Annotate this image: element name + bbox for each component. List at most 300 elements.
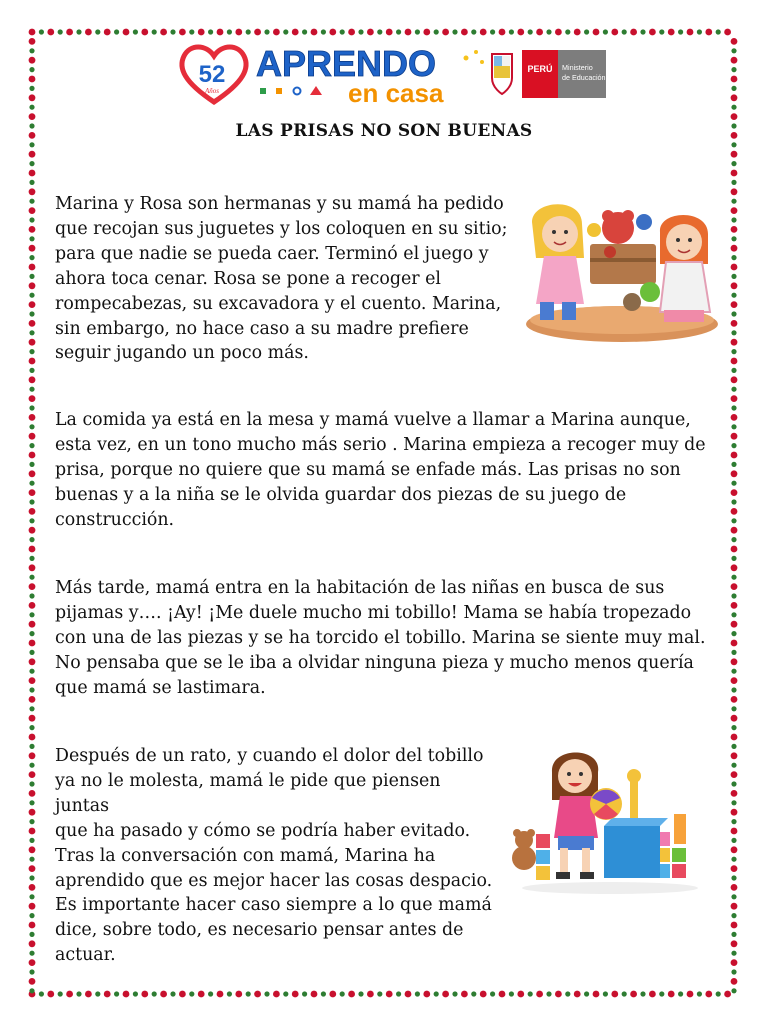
border-dot xyxy=(731,781,736,786)
border-dot xyxy=(640,29,645,34)
border-dot xyxy=(152,29,157,34)
border-dot xyxy=(731,320,738,327)
border-dot xyxy=(29,414,36,421)
border-dot xyxy=(659,991,664,996)
text-line: con una de las piezas y se ha torcido el tobillo. Marina se siente muy mal. xyxy=(55,627,706,648)
border-dot xyxy=(29,631,34,636)
text-line: actuar. xyxy=(55,945,116,966)
border-dot xyxy=(283,991,288,996)
border-dot xyxy=(490,991,495,996)
border-dot xyxy=(731,489,738,496)
border-dot xyxy=(415,29,420,34)
border-dot xyxy=(141,991,148,998)
border-dot xyxy=(731,199,736,204)
border-dot xyxy=(329,991,336,998)
border-dot xyxy=(29,151,36,158)
border-dot xyxy=(29,301,36,308)
border-dot xyxy=(29,67,34,72)
ministry-line-1: Ministerio xyxy=(562,63,593,72)
border-dot xyxy=(705,29,712,36)
border-dot xyxy=(29,715,36,722)
border-dot xyxy=(29,57,36,64)
border-dot xyxy=(217,29,224,36)
border-dot xyxy=(29,339,36,346)
border-dot xyxy=(235,29,242,36)
border-dot xyxy=(29,969,34,974)
peru-flag-block xyxy=(522,50,558,98)
border-dot xyxy=(731,556,736,561)
border-dot xyxy=(95,991,100,996)
border-dot xyxy=(731,988,736,993)
text-line: No pensaba que se le iba a olvidar ninguna pieza y mucho menos quería xyxy=(55,652,694,673)
border-dot xyxy=(584,29,589,34)
border-dot xyxy=(565,29,570,34)
border-dot xyxy=(302,29,307,34)
border-dot xyxy=(405,991,412,998)
border-dot xyxy=(649,29,656,36)
border-dot xyxy=(321,29,326,34)
border-dot xyxy=(517,29,524,36)
paragraph-3 xyxy=(55,576,715,701)
border-dot xyxy=(29,546,36,553)
border-dot xyxy=(396,991,401,996)
border-dot xyxy=(731,932,736,937)
border-dot xyxy=(536,29,543,36)
border-dot xyxy=(58,29,63,34)
border-dot xyxy=(731,226,738,233)
border-dot xyxy=(659,29,664,34)
border-dot xyxy=(565,991,570,996)
text-line: Más tarde, mamá entra en la habitación de las niñas en busca de sus xyxy=(55,578,665,598)
border-dot xyxy=(29,884,36,891)
border-dot xyxy=(179,29,186,36)
border-dot xyxy=(29,640,36,647)
border-dot xyxy=(731,105,736,110)
border-dot xyxy=(442,991,449,998)
girl-icon xyxy=(552,753,598,880)
border-dot xyxy=(731,264,738,271)
border-dot xyxy=(170,991,175,996)
border-dot xyxy=(358,29,363,34)
border-dot xyxy=(29,752,36,759)
border-dot xyxy=(85,29,92,36)
border-dot xyxy=(29,687,34,692)
border-dot xyxy=(603,29,608,34)
border-dot xyxy=(528,991,533,996)
border-dot xyxy=(114,991,119,996)
border-dot xyxy=(731,640,738,647)
text-line: rompecabezas, su excavadora y el cuento. Marina, xyxy=(55,293,502,314)
border-dot xyxy=(358,991,363,996)
border-dot xyxy=(123,29,130,36)
border-dot xyxy=(611,991,618,998)
border-dot xyxy=(29,706,34,711)
border-dot xyxy=(29,621,36,628)
border-dot xyxy=(302,991,307,996)
border-dot xyxy=(340,991,345,996)
text-line: Es importante hacer caso siempre a lo que mamá xyxy=(55,895,492,916)
border-dot xyxy=(731,857,736,862)
border-dot xyxy=(724,29,731,36)
border-dot xyxy=(452,991,457,996)
text-line: para que nadie se pueda caer. Terminó el juego y xyxy=(55,243,489,264)
border-dot xyxy=(29,575,34,580)
border-dot xyxy=(386,29,393,36)
border-dot xyxy=(731,499,736,504)
border-dot xyxy=(731,151,738,158)
border-dot xyxy=(29,781,34,786)
border-dot xyxy=(731,677,738,684)
border-dot xyxy=(546,991,551,996)
border-dot xyxy=(29,593,34,598)
border-dot xyxy=(66,29,73,36)
girl-left-icon xyxy=(532,204,584,320)
border-dot xyxy=(611,29,618,36)
border-dot xyxy=(29,395,36,402)
border-dot xyxy=(254,29,261,36)
border-dot xyxy=(198,991,205,998)
border-dot xyxy=(423,991,430,998)
border-dot xyxy=(29,499,34,504)
border-dot xyxy=(480,991,487,998)
border-dot xyxy=(731,763,736,768)
border-dot xyxy=(29,537,34,542)
border-dot xyxy=(29,846,36,853)
border-dot xyxy=(208,29,213,34)
border-dot xyxy=(340,29,345,34)
border-dot xyxy=(123,991,130,998)
border-dot xyxy=(29,828,36,835)
border-dot xyxy=(405,29,412,36)
border-dot xyxy=(731,349,736,354)
border-dot xyxy=(415,991,420,996)
border-dot xyxy=(731,537,736,542)
border-dot xyxy=(29,763,34,768)
border-dot xyxy=(731,959,738,966)
border-dot xyxy=(29,188,36,195)
border-dot xyxy=(29,489,36,496)
border-dot xyxy=(160,29,167,36)
border-dot xyxy=(29,725,34,730)
border-dot xyxy=(731,602,738,609)
border-dot xyxy=(509,991,514,996)
border-dot xyxy=(555,29,562,36)
text-line: pijamas y…. ¡Ay! ¡Me duele mucho mi tobillo! Mama se había tropezado xyxy=(55,602,692,623)
border-dot xyxy=(731,527,738,534)
border-dot xyxy=(697,991,702,996)
border-dot xyxy=(731,67,736,72)
border-dot xyxy=(29,76,36,83)
border-dot xyxy=(29,48,34,53)
border-dot xyxy=(29,207,36,214)
border-dot xyxy=(731,725,736,730)
border-dot xyxy=(29,913,34,918)
border-dot xyxy=(367,991,374,998)
girl-right-icon xyxy=(660,215,710,322)
border-dot xyxy=(731,658,738,665)
border-dot xyxy=(731,376,738,383)
border-dot xyxy=(731,734,738,741)
border-dot xyxy=(731,414,738,421)
beach-ball-icon xyxy=(590,788,622,820)
border-dot xyxy=(311,991,318,998)
border-dot xyxy=(434,29,439,34)
border-dot xyxy=(29,387,34,392)
border-dot xyxy=(731,358,738,365)
border-dot xyxy=(377,991,382,996)
border-dot xyxy=(622,29,627,34)
border-dot xyxy=(731,301,738,308)
border-dot xyxy=(348,29,355,36)
border-dot xyxy=(29,518,34,523)
border-dot xyxy=(47,29,54,36)
badge-number: 52 xyxy=(198,61,226,88)
border-dot xyxy=(29,236,34,241)
border-dot xyxy=(546,29,551,34)
text-line: buenas y a la niña se le olvida guardar dos piezas de su juego de xyxy=(55,484,627,505)
border-dot xyxy=(29,255,34,260)
border-dot xyxy=(731,217,736,222)
border-dot xyxy=(85,991,92,998)
border-dot xyxy=(630,991,637,998)
document-title: LAS PRISAS NO SON BUENAS xyxy=(235,121,533,141)
border-dot xyxy=(731,339,738,346)
border-dot xyxy=(731,405,736,410)
border-dot xyxy=(152,991,157,996)
border-dot xyxy=(29,358,36,365)
border-dot xyxy=(208,991,213,996)
border-dot xyxy=(29,452,36,459)
border-dot xyxy=(517,991,524,998)
brand-aprendo: APRENDO xyxy=(256,43,437,84)
border-dot xyxy=(367,29,374,36)
border-dot xyxy=(731,800,736,805)
border-dot xyxy=(731,744,736,749)
border-dot xyxy=(29,978,36,985)
border-dot xyxy=(731,771,738,778)
border-dot xyxy=(423,29,430,36)
border-dot xyxy=(386,991,393,998)
text-line: ya no le molesta, mamá le pide que piensen juntas xyxy=(55,770,441,816)
country-label: PERÚ xyxy=(527,64,553,74)
text-line: que recojan sus juguetes y los coloquen en su sitio; xyxy=(55,218,508,239)
border-dot xyxy=(29,556,34,561)
border-dot xyxy=(731,142,736,147)
text-line: seguir jugando un poco más. xyxy=(55,343,309,364)
text-line: dice, sobre todo, es necesario pensar antes de xyxy=(55,920,464,941)
border-dot xyxy=(29,809,36,816)
border-dot xyxy=(731,86,736,91)
border-dot xyxy=(731,715,738,722)
border-dot xyxy=(731,922,738,929)
border-dot xyxy=(198,29,205,36)
border-dot xyxy=(114,29,119,34)
stars-icon xyxy=(464,50,485,64)
border-dot xyxy=(235,991,242,998)
border-dot xyxy=(29,368,34,373)
border-dot xyxy=(29,940,36,947)
border-dot xyxy=(264,29,269,34)
border-dot xyxy=(593,29,600,36)
border-dot xyxy=(29,424,34,429)
border-dot xyxy=(480,29,487,36)
border-dot xyxy=(29,443,34,448)
border-dot xyxy=(133,991,138,996)
border-dot xyxy=(687,991,694,998)
border-dot xyxy=(731,884,738,891)
border-dot xyxy=(104,29,111,36)
border-dot xyxy=(649,991,656,998)
border-dot xyxy=(39,29,44,34)
border-dot xyxy=(731,113,738,120)
border-dot xyxy=(29,903,36,910)
border-dot xyxy=(731,452,738,459)
border-dot xyxy=(29,932,34,937)
border-dot xyxy=(29,838,34,843)
border-dot xyxy=(264,991,269,996)
border-dot xyxy=(273,29,280,36)
border-dot xyxy=(731,57,738,64)
border-dot xyxy=(731,188,738,195)
border-dot xyxy=(731,865,738,872)
border-dot xyxy=(731,621,738,628)
border-dot xyxy=(731,650,736,655)
border-dot xyxy=(29,800,34,805)
border-dot xyxy=(29,583,36,590)
border-dot xyxy=(668,29,675,36)
border-dot xyxy=(731,669,736,674)
border-dot xyxy=(29,180,34,185)
border-dot xyxy=(731,903,738,910)
border-dot xyxy=(731,518,736,523)
border-dot xyxy=(731,612,736,617)
border-dot xyxy=(731,274,736,279)
border-dot xyxy=(292,991,299,998)
border-dot xyxy=(509,29,514,34)
border-dot xyxy=(104,991,111,998)
border-dot xyxy=(39,991,44,996)
border-dot xyxy=(29,508,36,515)
border-dot xyxy=(593,991,600,998)
border-dot xyxy=(141,29,148,36)
border-dot xyxy=(217,991,224,998)
border-dot xyxy=(29,959,36,966)
border-dot xyxy=(133,29,138,34)
text-line: prisa, porque no quiere que su mamá se enfade más. Las prisas no son xyxy=(55,459,681,480)
border-dot xyxy=(246,29,251,34)
border-dot xyxy=(731,978,738,985)
border-dot xyxy=(29,113,36,120)
border-dot xyxy=(499,991,506,998)
border-dot xyxy=(29,105,34,110)
border-dot xyxy=(731,631,736,636)
border-dot xyxy=(29,226,36,233)
border-dot xyxy=(640,991,645,996)
border-dot xyxy=(29,293,34,298)
text-line: Marina y Rosa son hermanas y su mamá ha pedido xyxy=(55,194,504,214)
border-dot xyxy=(29,819,34,824)
border-dot xyxy=(678,991,683,996)
border-dot xyxy=(678,29,683,34)
border-dot xyxy=(29,349,34,354)
border-dot xyxy=(58,991,63,996)
border-dot xyxy=(471,991,476,996)
border-dot xyxy=(29,282,36,289)
border-dot xyxy=(29,217,34,222)
border-dot xyxy=(574,991,581,998)
border-dot xyxy=(574,29,581,36)
border-dot xyxy=(731,330,736,335)
border-dot xyxy=(273,991,280,998)
border-dot xyxy=(29,669,34,674)
border-dot xyxy=(731,387,736,392)
border-dot xyxy=(29,865,36,872)
border-dot xyxy=(329,29,336,36)
border-dot xyxy=(29,470,36,477)
border-dot xyxy=(731,236,736,241)
border-dot xyxy=(29,922,36,929)
border-dot xyxy=(724,991,731,998)
border-dot xyxy=(29,857,34,862)
border-dot xyxy=(189,29,194,34)
border-dot xyxy=(731,687,736,692)
border-dot xyxy=(731,696,738,703)
border-dot xyxy=(29,199,34,204)
brand-shapes-icon xyxy=(260,86,322,95)
border-dot xyxy=(731,48,736,53)
border-dot xyxy=(731,470,738,477)
border-dot xyxy=(29,311,34,316)
border-dot xyxy=(630,29,637,36)
border-dot xyxy=(731,94,738,101)
border-dot xyxy=(731,433,738,440)
border-dot xyxy=(731,207,738,214)
border-dot xyxy=(170,29,175,34)
border-dot xyxy=(731,255,736,260)
border-dot xyxy=(29,94,36,101)
border-dot xyxy=(536,991,543,998)
border-dot xyxy=(731,245,738,252)
border-dot xyxy=(731,481,736,486)
border-dot xyxy=(29,527,36,534)
border-dot xyxy=(76,29,81,34)
text-line: ahora toca cenar. Rosa se pone a recoger el xyxy=(55,268,441,289)
border-dot xyxy=(29,951,34,956)
border-dot xyxy=(283,29,288,34)
border-dot xyxy=(668,991,675,998)
border-dot xyxy=(731,282,738,289)
border-dot xyxy=(29,988,34,993)
border-dot xyxy=(731,838,736,843)
text-line: que mamá se lastimara. xyxy=(55,677,266,698)
border-dot xyxy=(731,593,736,598)
border-dot xyxy=(377,29,382,34)
border-dot xyxy=(603,991,608,996)
text-line: esta vez, en un tono mucho más serio . Marina empieza a recoger muy de xyxy=(55,434,706,455)
border-dot xyxy=(246,991,251,996)
border-dot xyxy=(29,142,34,147)
girls-playing-toys-illustration xyxy=(522,186,718,344)
border-dot xyxy=(29,744,34,749)
border-dot xyxy=(731,395,738,402)
border-dot xyxy=(189,991,194,996)
border-dot xyxy=(311,29,318,36)
border-dot xyxy=(584,991,589,996)
border-dot xyxy=(254,991,261,998)
border-dot xyxy=(29,875,34,880)
border-dot xyxy=(29,650,34,655)
border-dot xyxy=(471,29,476,34)
